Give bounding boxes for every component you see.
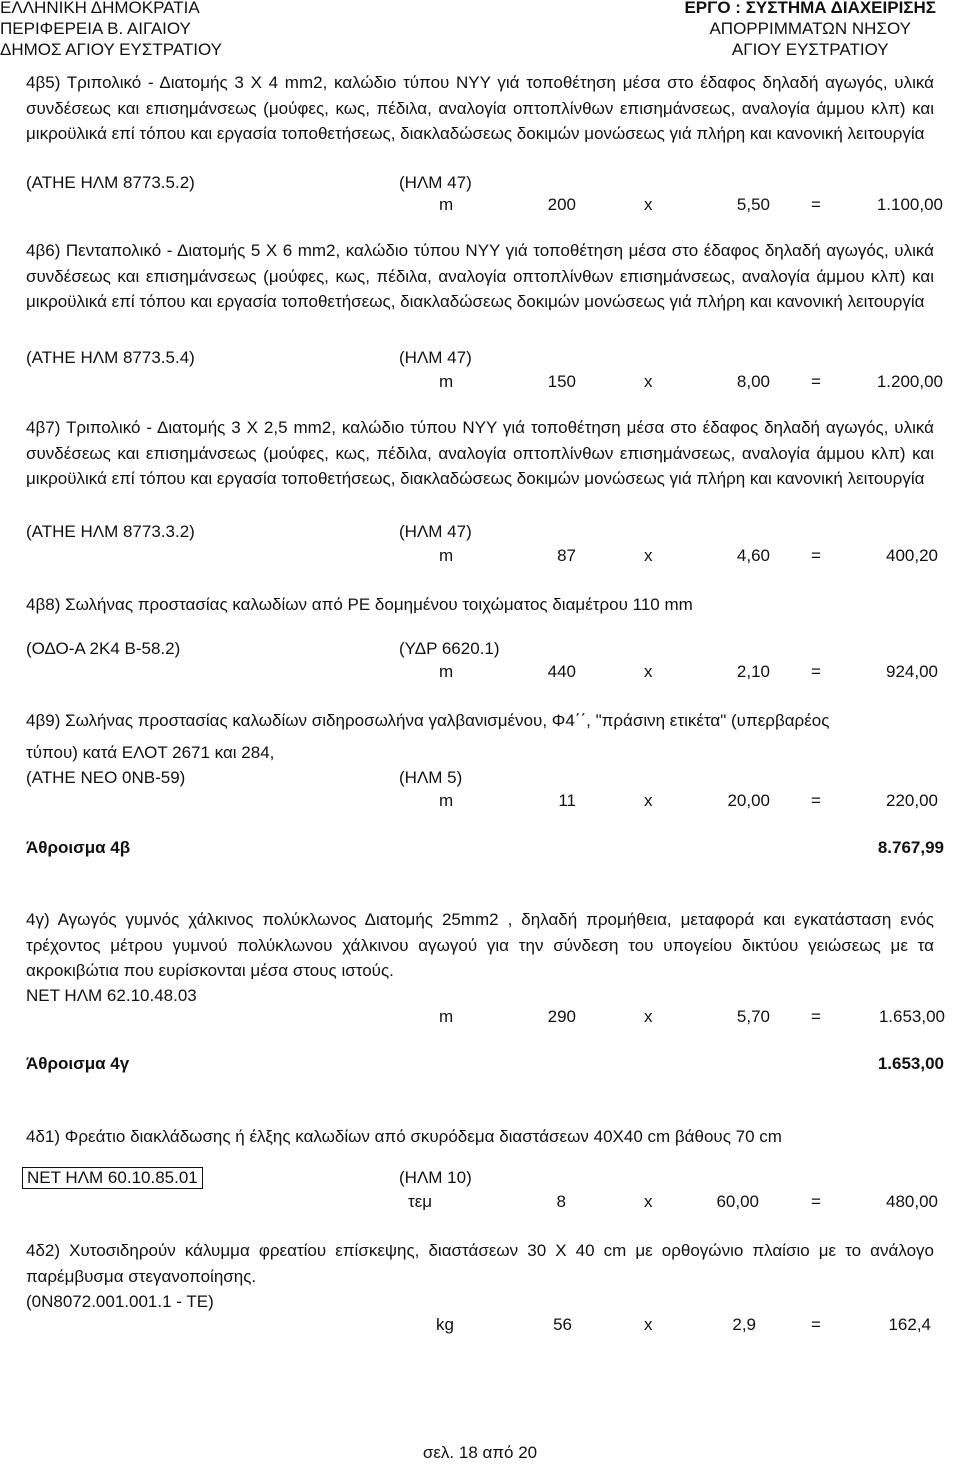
line-total: 220,00	[886, 791, 938, 810]
item-4g-text: 4γ) Αγωγός γυμνός χάλκινος πολύκλωνος Διατομής 25mm2 , δηλαδή προμήθεια, μεταφορά και εγκατάσταση ενός τρέχοντος μέτρου γυμνού πολύκλωνου χάλκινου αγωγού για την σύνδεση του υπογείου δικτύου γειώσεως με τα ακροκιβώτια που ευρίσκονται μέσα στους ιστούς.	[26, 910, 934, 981]
equals-sign: =	[811, 372, 821, 391]
page-number: σελ. 18 από 20	[422, 1443, 538, 1462]
unit-price: 60,00	[716, 1192, 759, 1211]
item-4b8-ref: (ΥΔΡ 6620.1)	[399, 639, 500, 658]
unit-price: 5,70	[736, 1007, 770, 1026]
equals-sign: =	[811, 1192, 821, 1211]
times-sign: x	[644, 546, 653, 565]
unit-price: 4,60	[736, 546, 770, 565]
quantity: 8	[556, 1192, 566, 1211]
header-region: ΠΕΡΙΦΕΡΕΙΑ Β. ΑΙΓΑΙΟΥ	[0, 19, 191, 38]
times-sign: x	[644, 1315, 653, 1334]
equals-sign: =	[811, 1007, 821, 1026]
unit: m	[439, 195, 454, 214]
item-4b9-ref: (ΗΛΜ 5)	[399, 768, 463, 787]
item-4b5-ref: (ΗΛΜ 47)	[399, 173, 472, 192]
unit: m	[439, 662, 454, 681]
line-total: 400,20	[886, 546, 938, 565]
times-sign: x	[644, 195, 653, 214]
item-4g-quantity-row	[0, 1006, 960, 1028]
item-4d1-code: ΝΕΤ ΗΛΜ 60.10.85.01	[22, 1167, 203, 1189]
item-4d2-code: (0Ν8072.001.001.1 - ΤΕ)	[26, 1292, 214, 1311]
line-total: 1.200,00	[876, 372, 943, 391]
header-country: ΕΛΛΗΝΙΚΗ ΔΗΜΟΚΡΑΤΙΑ	[0, 0, 200, 17]
item-4b9-quantity-row	[0, 790, 960, 812]
unit-price: 5,50	[736, 195, 770, 214]
subtotal-value: 1.653,00	[877, 1054, 944, 1073]
quantity: 87	[557, 546, 576, 565]
line-total: 1.100,00	[876, 195, 943, 214]
item-4b9-text-line1: 4β9) Σωλήνας προστασίας καλωδίων σιδηροσωλήνα γαλβανισμένου, Φ4΄΄, "πράσινη ετικέτα" (υπερβαρέος	[26, 711, 830, 730]
header-project-line2: ΑΠΟΡΡΙΜΜΑΤΩΝ ΝΗΣΟΥ	[709, 19, 911, 38]
unit: m	[439, 546, 454, 565]
item-4b7-quantity-row	[0, 545, 960, 567]
item-4d1-text: 4δ1) Φρεάτιο διακλάδωσης ή έλξης καλωδίων από σκυρόδεμα διαστάσεων 40Χ40 cm βάθους 70 cm	[26, 1127, 782, 1146]
equals-sign: =	[811, 662, 821, 681]
header-municipality: ΔΗΜΟΣ ΑΓΙΟΥ ΕΥΣΤΡΑΤΙΟΥ	[0, 40, 223, 59]
item-4d1-ref: (ΗΛΜ 10)	[399, 1168, 472, 1187]
equals-sign: =	[811, 791, 821, 810]
item-4d2-text: 4δ2) Χυτοσιδηρούν κάλυμμα φρεατίου επίσκεψης, διαστάσεων 30 Χ 40 cm με ορθογώνιο πλαίσιο με το ανάλογο παρέμβυσμα στεγανοποίησης.	[26, 1241, 934, 1286]
unit-price: 8,00	[736, 372, 770, 391]
times-sign: x	[644, 1007, 653, 1026]
line-total: 162,4	[888, 1315, 931, 1334]
item-4b7-code: (ΑΤΗΕ ΗΛΜ 8773.3.2)	[26, 522, 195, 541]
item-4b6-quantity-row	[0, 371, 960, 393]
equals-sign: =	[811, 1315, 821, 1334]
item-4b7-text: 4β7) Τριπολικό - Διατομής 3 Χ 2,5 mm2, καλώδιο τύπου ΝΥΥ γιά τοποθέτηση μέσα στο έδαφος δηλαδή αγωγός, υλικά συνδέσεως και επισημάνσεως (μούφες, κως, πέδιλα, αναλογία οπτοπλίνθων επισημάνσεως, αναλογία άμμου κλπ) και μικροϋλικά επί τόπου και εργασία τοποθετήσεως, διακλαδώσεως δοκιμών μονώσεως γιά πλήρη και κανονική λειτουργία	[26, 418, 934, 489]
item-4b5-quantity-row	[0, 194, 960, 216]
item-4b7-ref: (ΗΛΜ 47)	[399, 522, 472, 541]
header-project-line3: ΑΓΙΟΥ ΕΥΣΤΡΑΤΙΟΥ	[731, 40, 889, 59]
item-4b8-code: (ΟΔΟ-Α 2Κ4 Β-58.2)	[26, 639, 181, 658]
header-right	[684, 0, 936, 60]
quantity: 150	[547, 372, 576, 391]
item-4d2-quantity-row	[0, 1314, 960, 1336]
item-4g-code: ΝΕΤ ΗΛΜ 62.10.48.03	[26, 986, 197, 1005]
times-sign: x	[644, 1192, 653, 1211]
quantity: 200	[547, 195, 576, 214]
item-4b5-text: 4β5) Τριπολικό - Διατομής 3 Χ 4 mm2, καλώδιο τύπου ΝΥΥ γιά τοποθέτηση μέσα στο έδαφος δηλαδή αγωγός, υλικά συνδέσεως και επισημάνσεως (μούφες, κως, πέδιλα, αναλογία οπτοπλίνθων επισημάνσεως, αναλογία άμμου κλπ) και μικροϋλικά επί τόπου και εργασία τοποθετήσεως, διακλαδώσεως δοκιμών μονώσεως γιά πλήρη και κανονική λειτουργία	[26, 73, 934, 144]
quantity: 440	[547, 662, 576, 681]
item-4b6-code: (ΑΤΗΕ ΗΛΜ 8773.5.4)	[26, 348, 195, 367]
item-4b8-quantity-row	[0, 661, 960, 683]
subtotal-4g	[26, 1052, 944, 1076]
item-4b6-text: 4β6) Πενταπολικό - Διατομής 5 Χ 6 mm2, καλώδιο τύπου ΝΥΥ γιά τοποθέτηση μέσα στο έδαφος δηλαδή αγωγός, υλικά συνδέσεως και επισημάνσεως (μούφες, κως, πέδιλα, αναλογία οπτοπλίνθων επισημάνσεως, αναλογία άμμου κλπ) και μικροϋλικά επί τόπου και εργασία τοποθετήσεως, διακλαδώσεως δοκιμών μονώσεως γιά πλήρη και κανονική λειτουργία	[26, 241, 934, 312]
item-4b5-code: (ΑΤΗΕ ΗΛΜ 8773.5.2)	[26, 173, 195, 192]
header-project: ΕΡΓΟ : ΣΥΣΤΗΜΑ ΔΙΑΧΕΙΡΙΣΗΣ	[684, 0, 936, 17]
subtotal-label: Άθροισμα 4γ	[26, 1054, 130, 1073]
unit-price: 2,10	[736, 662, 770, 681]
unit: τεμ	[408, 1192, 433, 1211]
subtotal-value: 8.767,99	[877, 838, 944, 857]
subtotal-4b	[26, 836, 944, 860]
unit: m	[439, 1007, 454, 1026]
quantity: 11	[558, 791, 576, 810]
item-4b9-code: (ΑΤΗΕ ΝΕΟ 0ΝΒ-59)	[26, 768, 186, 787]
times-sign: x	[644, 662, 653, 681]
unit: kg	[436, 1315, 454, 1334]
unit: m	[439, 372, 454, 391]
item-4b8-text: 4β8) Σωλήνας προστασίας καλωδίων από PE δομημένου τοιχώματος διαμέτρου 110 mm	[26, 595, 693, 614]
quantity: 290	[547, 1007, 576, 1026]
line-total: 924,00	[886, 662, 938, 681]
equals-sign: =	[811, 546, 821, 565]
item-4b9-text-line2: τύπου) κατά ΕΛΟΤ 2671 και 284,	[26, 743, 275, 762]
times-sign: x	[644, 791, 653, 810]
times-sign: x	[644, 372, 653, 391]
quantity: 56	[553, 1315, 572, 1334]
subtotal-label: Άθροισμα 4β	[26, 838, 131, 857]
item-4d1-quantity-row	[0, 1191, 960, 1213]
unit-price: 20,00	[727, 791, 770, 810]
equals-sign: =	[811, 195, 821, 214]
item-4b6-ref: (ΗΛΜ 47)	[399, 348, 472, 367]
line-total: 1.653,00	[878, 1007, 945, 1026]
header-left	[0, 0, 222, 60]
unit: m	[439, 791, 454, 810]
unit-price: 2,9	[732, 1315, 756, 1334]
line-total: 480,00	[886, 1192, 938, 1211]
